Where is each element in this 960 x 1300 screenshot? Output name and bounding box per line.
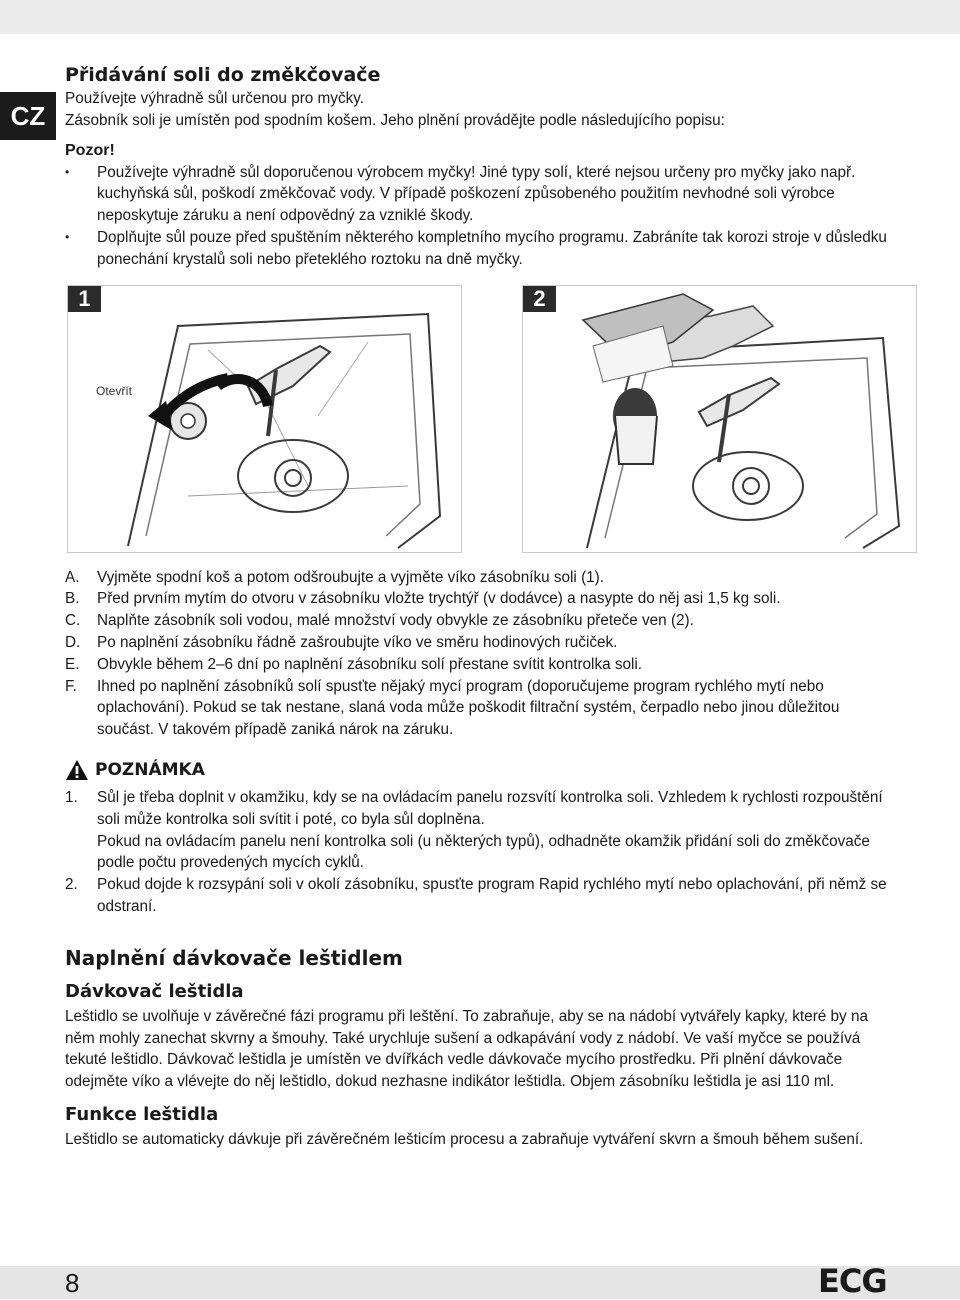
language-tab: CZ	[0, 92, 56, 140]
note-marker: 2.	[65, 876, 78, 894]
warning-bullet-2: • Doplňujte sůl pouze před spuštěním některého kompletního mycího programu. Zabráníte tak korozi stroje v důsledku ponechání krystalů soli nebo přeteklého roztoku na dně myčky.	[65, 227, 897, 271]
procedure-step-a	[65, 567, 897, 589]
note-item-2-paragraph-1: Pokud dojde k rozsypání soli v okolí zásobníku, spusťte program Rapid rychlého mytí nebo oplachování, při němž se odstraní.	[97, 876, 887, 915]
dishwasher-salt-refill-illustration	[523, 286, 916, 552]
salt-intro-line-2: Zásobník soli je umístěn pod spodním košem. Jeho plnění provádějte podle následujícího popisu:	[65, 111, 725, 129]
note-item-1-paragraph-2: Pokud na ovládacím panelu není kontrolka soli (u některých typů), odhadněte okamžik přidání soli do změkčovače podle počtu provedených mycích cyklů.	[97, 832, 870, 872]
figure-1	[67, 285, 462, 553]
step-text: Naplňte zásobník soli vodou, malé množství vody obvykle ze zásobníku přeteče ven (2).	[97, 612, 694, 630]
step-marker: D.	[65, 633, 81, 651]
salt-section-title: Přidávání soli do změkčovače	[65, 64, 381, 86]
figure-1-open-label: Otevřít	[96, 383, 133, 398]
step-text: Vyjměte spodní koš a potom odšroubujte a vyjměte víko zásobníku soli (1).	[97, 568, 605, 586]
brand-logo: ECG	[818, 1262, 887, 1300]
note-list	[65, 787, 897, 918]
rinse-dispenser-heading: Dávkovač leštidla	[65, 980, 244, 1002]
figure-row	[65, 285, 897, 567]
note-marker: 1.	[65, 788, 78, 806]
rinse-dispenser-text: Leštidlo se uvolňuje v závěrečné fázi programu při leštění. To zabraňuje, aby se na nádobí vytvářely kapky, které by na něm mohly zanechat skvrny a šmouhy. Také urychluje sušení a odkapávání vody z nádobí. Ve vaší myčce se používá tekuté leštidlo. Dávkovač leštidla je umístěn ve dvířkách vedle dávkovače mycího prostředku. Při plnění dávkovače odejměte víko a vlévejte do něj leštidlo, dokud nezhasne indikátor leštidla. Objem zásobníku leštidla je asi 110 ml.	[65, 1007, 868, 1091]
page-content	[65, 62, 897, 1151]
step-marker: C.	[65, 612, 81, 630]
rinse-function-heading: Funkce leštidla	[65, 1103, 219, 1125]
note-header	[65, 759, 897, 781]
note-item-2	[65, 874, 897, 918]
procedure-step-e	[65, 654, 897, 676]
footer-bar	[0, 1266, 960, 1299]
step-marker: E.	[65, 655, 80, 673]
procedure-step-f	[65, 676, 897, 741]
procedure-step-d	[65, 632, 897, 654]
step-text: Po naplnění zásobníku řádně zašroubujte víko ve směru hodinových ručiček.	[97, 633, 618, 651]
procedure-step-b	[65, 588, 897, 610]
step-text: Ihned po naplnění zásobníků solí spusťte nějaký mycí program (doporučujeme program rychlého mytí nebo oplachování). Pokud se tak nestane, slaná voda může poškodit filtrační systém, čerpadlo nebo jinou důležitou součást. V takovém případě zaniká nárok na záruku.	[97, 677, 840, 739]
procedure-step-c	[65, 610, 897, 632]
step-marker: A.	[65, 568, 80, 586]
figure-1-number: 1	[68, 286, 101, 312]
step-marker: B.	[65, 590, 80, 608]
dishwasher-bottom-illustration-open	[68, 286, 461, 552]
step-text: Před prvním mytím do otvoru v zásobníku vložte trychtýř (v dodávce) a nasypte do něj asi 1,5 kg soli.	[97, 590, 781, 608]
procedure-step-list	[65, 567, 897, 741]
salt-intro-line-1: Používejte výhradně sůl určenou pro myčky.	[65, 90, 364, 107]
note-title: POZNÁMKA	[95, 759, 205, 780]
warning-bullet-1: • Používejte výhradně sůl doporučenou výrobcem myčky! Jiné typy solí, které nejsou určeny pro myčky jako např. kuchyňská sůl, poškodí změkčovač vody. V případě poškození způsobeného použitím nevhodné soli výrobce neposkytuje záruku a není odpovědný za vzniklé škody.	[65, 162, 897, 227]
figure-2-number: 2	[523, 286, 556, 312]
warning-triangle-icon	[65, 759, 89, 781]
note-item-1-paragraph-1: Sůl je třeba doplnit v okamžiku, kdy se na ovládacím panelu rozsvítí kontrolka soli. Vzhledem k rychlosti rozpouštění soli může kontrolka soli svítit i poté, co byla sůl doplněna.	[97, 788, 883, 828]
page-number: 8	[65, 1268, 80, 1298]
step-text: Obvykle během 2–6 dní po naplnění zásobníku solí přestane svítit kontrolka soli.	[97, 655, 643, 673]
warning-label: Pozor!	[65, 141, 115, 159]
rinse-section-title: Naplnění dávkovače leštidlem	[65, 945, 403, 970]
rinse-function-text: Leštidlo se automaticky dávkuje při závěrečném lešticím procesu a zabraňuje vytváření skvrn a šmouh během sušení.	[65, 1130, 864, 1148]
warning-bullet-list	[65, 162, 897, 271]
step-marker: F.	[65, 677, 77, 695]
note-item-1	[65, 787, 897, 874]
figure-2	[522, 285, 917, 553]
top-bar	[0, 0, 960, 34]
